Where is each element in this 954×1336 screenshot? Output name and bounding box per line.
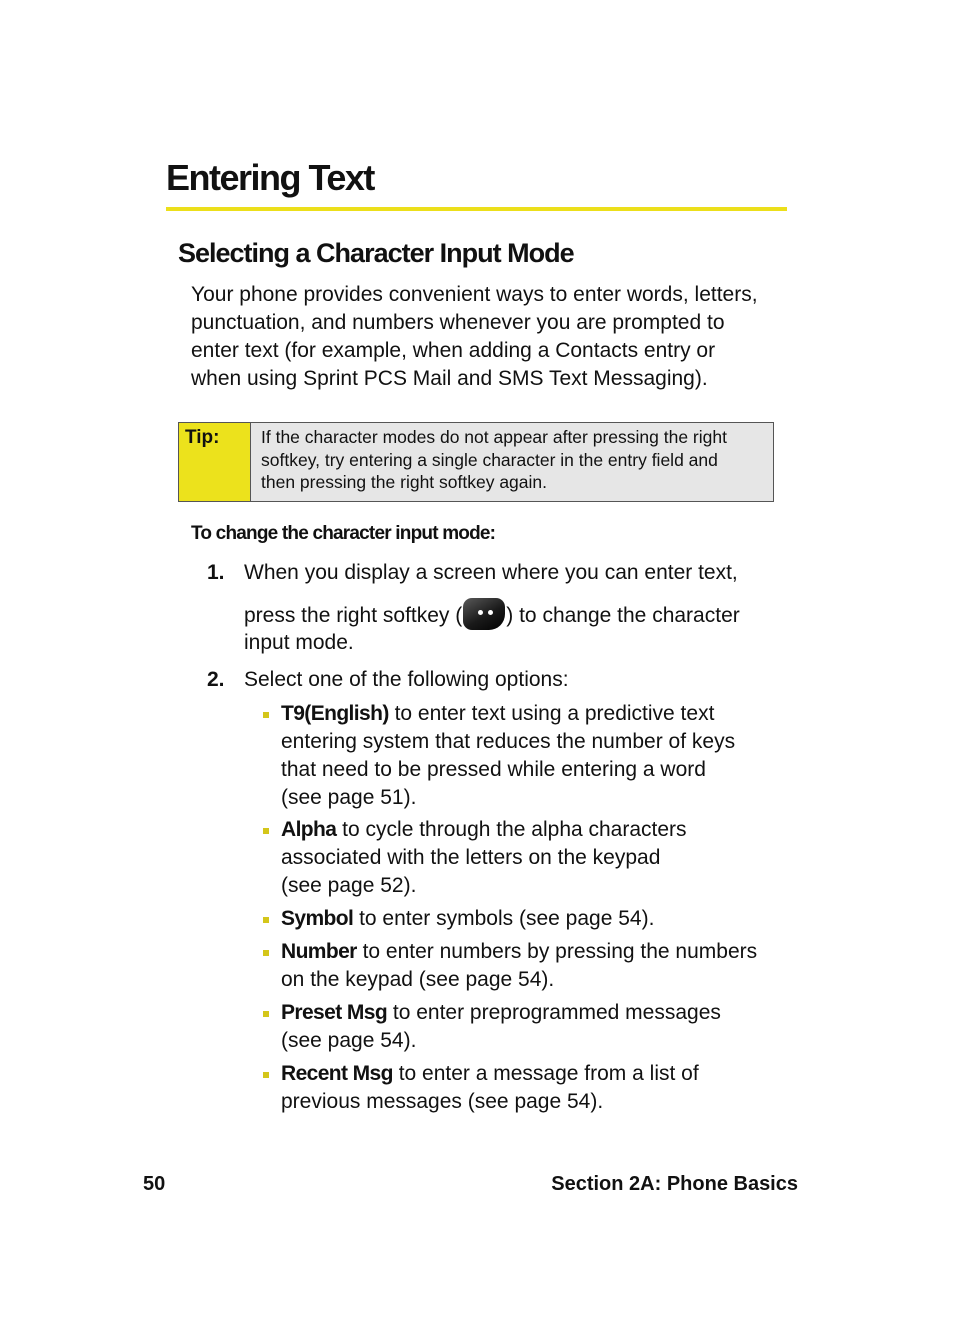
option-line: entering system that reduces the number of keys xyxy=(281,730,736,753)
step-1-text-after-icon: ) to change the character xyxy=(506,604,740,627)
bullet-square-icon xyxy=(263,712,269,718)
option-line: to enter text using a predictive text xyxy=(388,702,715,725)
step-1-text-before-icon: press the right softkey ( xyxy=(244,604,463,627)
step-1-line-3: input mode. xyxy=(244,631,354,654)
page-title: Entering Text xyxy=(166,157,374,198)
intro-paragraph xyxy=(191,281,791,393)
option-text xyxy=(281,1060,783,1116)
option-name: Symbol xyxy=(281,907,354,930)
option-line: to cycle through the alpha characters xyxy=(336,818,687,841)
option-line: to enter a message from a list of xyxy=(392,1062,699,1085)
option-line: (see page 52). xyxy=(281,874,417,897)
intro-line: punctuation, and numbers whenever you are prompted to xyxy=(191,311,725,334)
tip-line: If the character modes do not appear after pressing the right xyxy=(261,427,727,447)
bullet-square-icon xyxy=(263,950,269,956)
right-softkey-icon xyxy=(463,598,505,630)
option-text xyxy=(281,700,783,812)
option-name: Preset Msg xyxy=(281,1001,388,1024)
option-name: Number xyxy=(281,940,357,963)
option-line: that need to be pressed while entering a word xyxy=(281,758,706,781)
bullet-square-icon xyxy=(263,828,269,834)
intro-line: Your phone provides convenient ways to enter words, letters, xyxy=(191,283,758,306)
tip-text xyxy=(251,423,773,501)
section-footer: Section 2A: Phone Basics xyxy=(551,1173,798,1195)
tip-label: Tip: xyxy=(179,423,251,501)
option-preset-msg xyxy=(263,999,783,1055)
option-line: to enter symbols (see page 54). xyxy=(353,907,655,930)
tip-line: then pressing the right softkey again. xyxy=(261,472,548,492)
option-line: on the keypad (see page 54). xyxy=(281,968,555,991)
option-text xyxy=(281,938,783,994)
option-line: (see page 54). xyxy=(281,1029,417,1052)
tip-line: softkey, try entering a single character in the entry field and xyxy=(261,449,718,470)
option-line: to enter preprogrammed messages xyxy=(387,1001,721,1024)
option-text xyxy=(281,816,783,900)
option-name: Recent Msg xyxy=(281,1062,393,1085)
option-name: T9(English) xyxy=(281,702,389,725)
tip-box xyxy=(178,422,774,502)
option-recent-msg xyxy=(263,1060,783,1116)
option-text xyxy=(281,999,783,1055)
option-alpha xyxy=(263,816,783,900)
step-2-number: 2. xyxy=(207,668,225,691)
step-1-line-1: When you display a screen where you can enter text, xyxy=(244,561,738,584)
step-2-text: Select one of the following options: xyxy=(244,668,569,691)
title-rule xyxy=(166,207,787,211)
option-line: previous messages (see page 54). xyxy=(281,1090,604,1113)
step-1-number: 1. xyxy=(207,561,225,584)
step-1-line-2 xyxy=(244,598,740,630)
intro-line: enter text (for example, when adding a Contacts entry or xyxy=(191,339,716,362)
section-heading: Selecting a Character Input Mode xyxy=(178,238,574,268)
intro-line: when using Sprint PCS Mail and SMS Text Messaging). xyxy=(191,367,708,390)
option-line: associated with the letters on the keypad xyxy=(281,846,661,869)
page-number: 50 xyxy=(143,1173,166,1195)
option-name: Alpha xyxy=(281,818,337,841)
option-line: to enter numbers by pressing the numbers xyxy=(356,940,758,963)
option-number xyxy=(263,938,783,994)
option-symbol xyxy=(263,905,783,933)
bullet-square-icon xyxy=(263,917,269,923)
procedure-heading: To change the character input mode: xyxy=(191,523,496,544)
option-t9-english xyxy=(263,700,783,812)
bullet-square-icon xyxy=(263,1072,269,1078)
option-text xyxy=(281,905,783,933)
bullet-square-icon xyxy=(263,1011,269,1017)
option-line: (see page 51). xyxy=(281,786,417,809)
